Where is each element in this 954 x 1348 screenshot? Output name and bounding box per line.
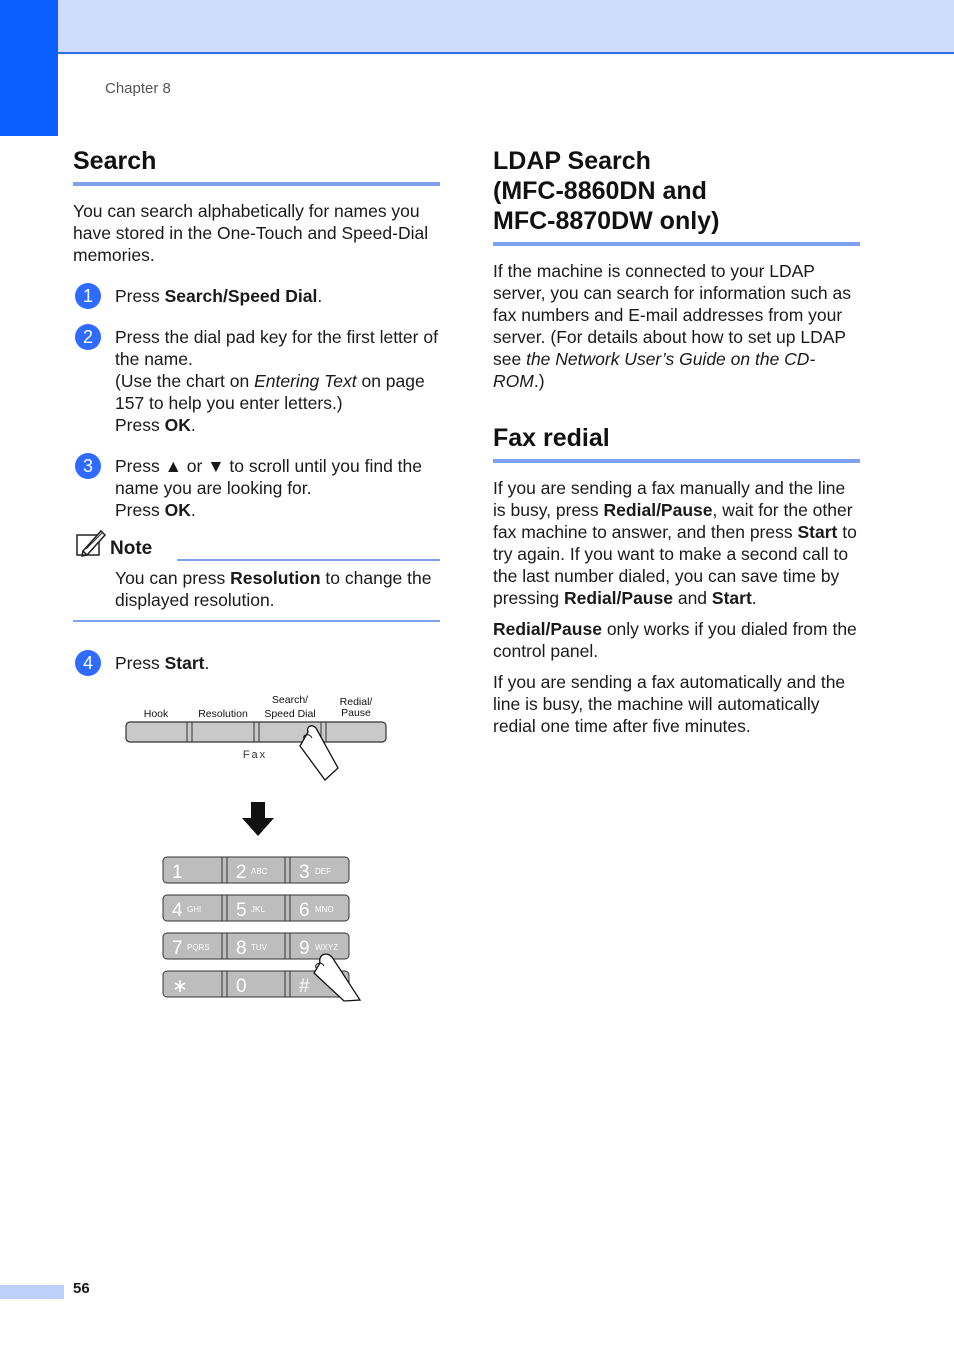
fax-redial-paragraph-2: Redial/Pause only works if you dialed from the control panel. [493, 619, 857, 661]
step-4: 4 Press Start. [73, 652, 440, 674]
key-0: 0 [236, 976, 247, 997]
search-intro: You can search alphabetically for names you have stored in the One-Touch and Speed-Dial memories. [73, 201, 429, 265]
header-bar [0, 0, 954, 54]
control-panel-illustration [120, 690, 400, 790]
step-text: Press [115, 286, 165, 306]
entering-text-link: Entering Text [254, 371, 357, 391]
heading-rule [73, 182, 440, 186]
keypad-row-1 [163, 857, 349, 883]
key-6: 6 [299, 900, 310, 921]
key-2: 2 [236, 862, 247, 883]
resolution-label: Resolution [198, 708, 248, 720]
ldap-heading: LDAP Search (MFC-8860DN and MFC-8870DW only) [493, 147, 720, 235]
hook-label: Hook [143, 708, 169, 720]
search-heading: Search [73, 147, 157, 175]
heading-rule [493, 459, 860, 463]
note-box [73, 537, 440, 622]
step-text: Press OK. [115, 415, 196, 435]
speed-dial-label: Speed Dial [264, 708, 316, 720]
keypad-row-2 [163, 895, 349, 921]
page-number: 56 [73, 1280, 90, 1297]
fax-redial-paragraph-3: If you are sending a fax automatically and the line is busy, the machine will automatically redial one time after five minutes. [493, 672, 846, 736]
panel-bar [126, 722, 386, 742]
key-8: 8 [236, 938, 247, 959]
search-speed-dial-key: Search/Speed Dial [164, 286, 318, 306]
key-9: 9 [299, 938, 310, 959]
step-text: Press OK. [115, 500, 196, 520]
start-key: Start [164, 653, 205, 673]
key-3: 3 [299, 862, 310, 883]
redial-label: Redial/ [339, 696, 373, 708]
svg-text:PQRS: PQRS [187, 943, 210, 952]
fax-redial-paragraph-1: If you are sending a fax manually and the line is busy, press Redial/Pause, wait for the other fax machine to answer, and then press Start to try again. If you want to make a second call to the last number dialed, you can save time by pressing Redial/Pause and Start. [493, 478, 857, 608]
right-column [493, 146, 860, 737]
ldap-paragraph: If the machine is connected to your LDAP server, you can search for information such as fax numbers and E-mail addresses from your server. (For details about how to set up LDAP see the Network User’s Guide on the CD-ROM.) [493, 261, 851, 391]
svg-text:GHI: GHI [187, 905, 202, 914]
key-4: 4 [172, 900, 183, 921]
svg-text:JKL: JKL [251, 905, 265, 914]
key-hash: # [299, 976, 310, 997]
search-label: Search/ [271, 694, 309, 706]
step-number: 4 [75, 650, 101, 676]
left-column [73, 146, 440, 674]
key-1: 1 [172, 862, 183, 883]
svg-text:TUV: TUV [251, 943, 267, 952]
key-7: 7 [172, 938, 183, 959]
note-text: You can press Resolution to change the displayed resolution. [115, 568, 432, 610]
svg-text:WXYZ: WXYZ [315, 943, 339, 952]
fax-redial-heading: Fax redial [493, 424, 610, 452]
step-3 [73, 455, 440, 521]
note-label: Note [110, 538, 153, 559]
step-text: (Use the chart on Entering Text on page 157 to help you enter letters.) [115, 371, 425, 413]
pause-label: Pause [341, 707, 371, 719]
down-arrow-icon [240, 802, 276, 838]
key-star: ∗ [172, 976, 188, 997]
note-pencil-icon [75, 529, 107, 557]
keypad-row-3 [163, 933, 349, 959]
svg-text:DEF: DEF [315, 867, 331, 876]
svg-text:ABC: ABC [251, 867, 268, 876]
heading-rule [493, 242, 860, 246]
fax-mode-label: Fax [242, 749, 268, 761]
chapter-tab [0, 0, 58, 136]
step-number: 1 [75, 283, 101, 309]
step-text: Press ▲ or ▼ to scroll until you find the name you are looking for. [115, 456, 422, 498]
step-2 [73, 326, 440, 436]
keypad-illustration [160, 855, 370, 1005]
step-number: 2 [75, 324, 101, 350]
step-text: . [317, 286, 323, 306]
step-1 [73, 285, 440, 307]
footer-bar [0, 1285, 64, 1299]
network-guide-reference: the Network User’s Guide on the CD-ROM [493, 349, 816, 391]
step-text: Press the dial pad key for the first letter of the name. [115, 327, 438, 369]
chapter-label: Chapter 8 [105, 80, 171, 97]
key-5: 5 [236, 900, 247, 921]
step-number: 3 [75, 453, 101, 479]
svg-text:MNO: MNO [315, 905, 334, 914]
